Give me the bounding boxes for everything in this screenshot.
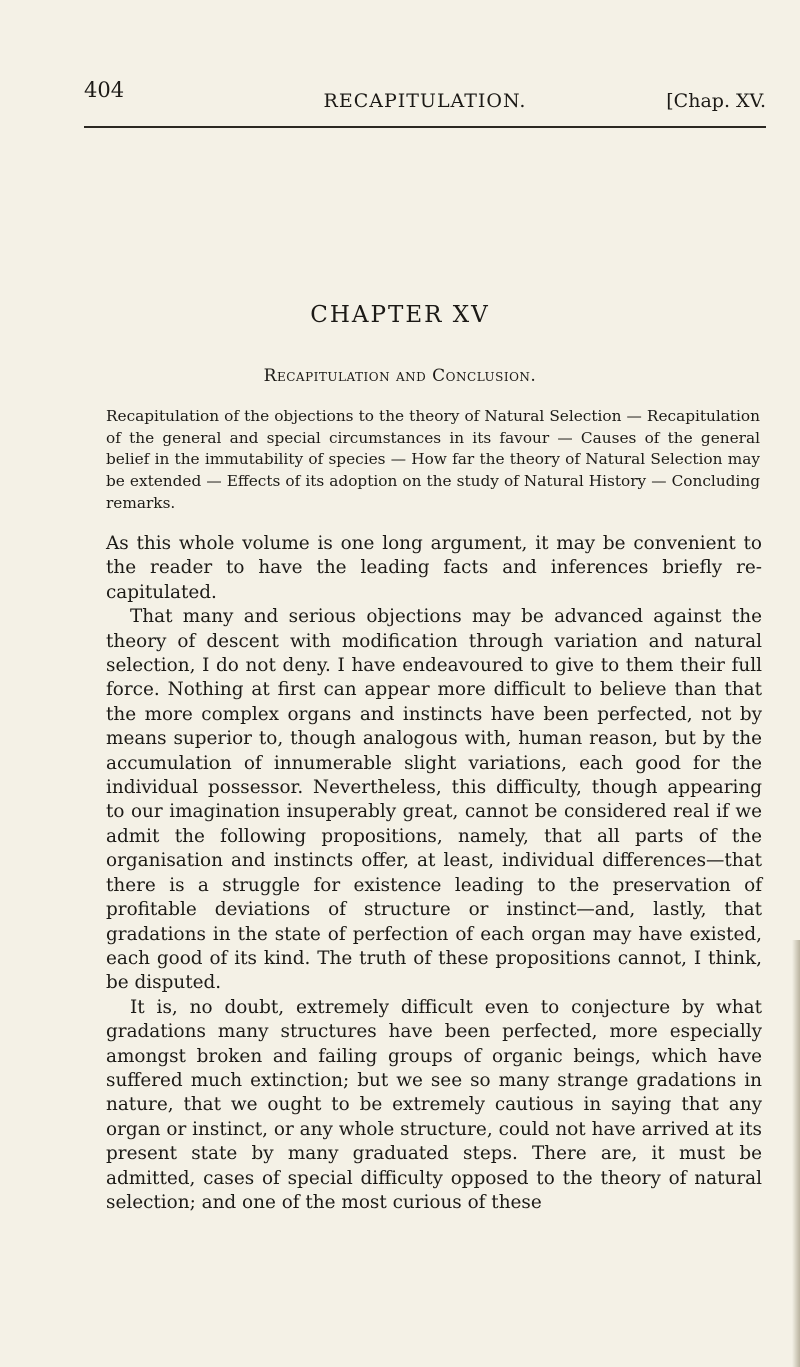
paragraph: That many and serious objections may be advanced against the theory of descent with modification through variation and natural selection, I do not deny. I have endeavoured to give to them their full force. Nothing at first can appear more difficult to believe than that the more complex organs and instincts have been perfected, not by means superior to, though analogous with, human reason, but by the accumulation of innumerable slight variations, each good for the individual possessor. Nevertheless, this difficulty, though appearing to our imagination insuperably great, cannot be considered real if we admit the following propositions, namely, that all parts of the organisation and instincts offer, at least, individual differences—that there is a struggle for existence leading to the preservation of profitable deviations of structure or instinct—and, lastly, that gradations in the state of perfection of each organ may have existed, each good of its kind. The truth of these propositions cannot, I think, be disputed.	[106, 606, 762, 994]
page-number: 404	[84, 78, 125, 102]
chapter-subtitle: Recapitulation and Conclusion.	[263, 366, 537, 386]
chapter-reference: [Chap. XV.	[666, 90, 766, 112]
running-title: RECAPITULATION.	[323, 90, 527, 112]
paragraph: It is, no doubt, extremely difficult even to conjecture by what gradations many structures have been perfected, more especially amongst broken and failing groups of organic beings, which have suffered much extinction; but we see so many strange gradations in nature, that we ought to be extremely cautious in saying that any organ or instinct, or any whole structure, could not have arrived at its present state by many graduated steps. There are, it must be admitted, cases of special difficulty opposed to the theory of natural selection; and one of the most curious of these	[106, 996, 762, 1213]
header-rule	[84, 126, 766, 128]
page-edge-shadow	[792, 940, 800, 1367]
chapter-summary: Recapitulation of the objections to the theory of Natural Selection — Recapitulation of the general and special circumstances in its favour — Causes of the general belief in the immutability of species — How far the theory of Natural Selection may be extended — Effects of its adoption on the study of Natural History — Concluding remarks.	[106, 407, 760, 512]
running-head	[84, 78, 766, 114]
chapter-title: CHAPTER XV	[310, 302, 490, 328]
body-text	[106, 532, 762, 1215]
paragraph: As this whole volume is one long argument, it may be convenient to the reader to have the leading facts and inferences briefly re-capitulated.	[106, 533, 762, 603]
